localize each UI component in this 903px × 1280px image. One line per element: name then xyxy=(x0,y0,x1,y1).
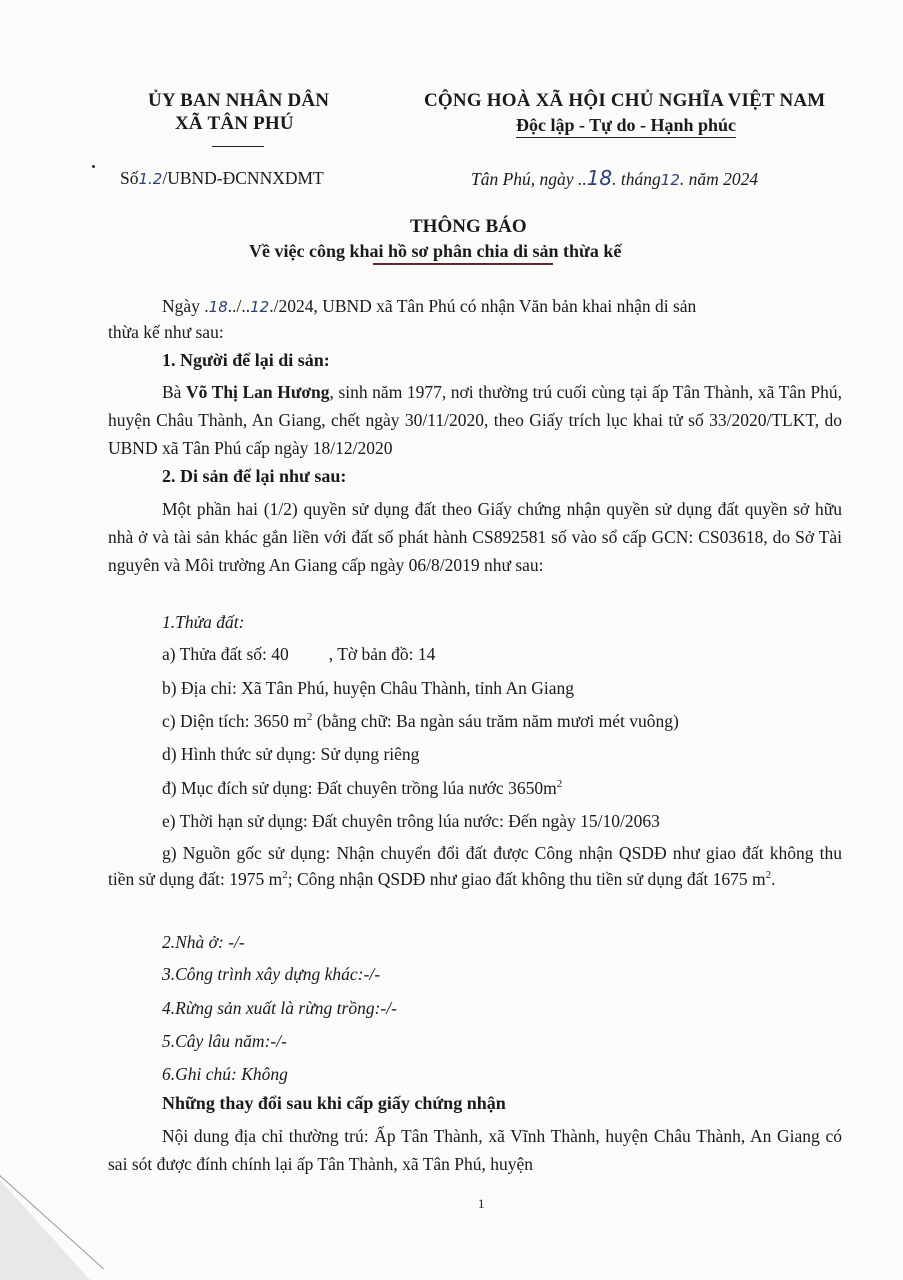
item-a-parcel-number xyxy=(162,640,435,668)
item-d-usage-form: d) Hình thức sử dụng: Sử dụng riêng xyxy=(162,744,420,764)
changes-body: Nội dung địa chỉ thường trú: Ấp Tân Thành, xã Vĩnh Thành, huyện Châu Thành, An Giang có sai sót được đính chính lại ấp Tân Thành, xã Tân Phú, huyện xyxy=(108,1126,842,1174)
doc-number-handwritten: 1.2 xyxy=(138,170,163,188)
section1-heading: 1. Người để lại di sản: xyxy=(162,350,330,370)
section1-body xyxy=(108,378,842,462)
place-and-date xyxy=(471,164,758,194)
scan-speck xyxy=(92,165,95,168)
date-day-handwritten: 18 xyxy=(586,166,613,190)
usage-purpose-text: đ) Mục đích sử dụng: Đất chuyên trồng lúa nước 3650m xyxy=(162,778,557,798)
nation-motto-line2: Độc lập - Tự do - Hạnh phúc xyxy=(516,115,736,138)
usage-origin-part1: g) Nguồn gốc sử dụng: Nhận chuyển đổi đất được Công nhận QSDĐ như giao đất không thu tiền sử dụng đất: 1975 m xyxy=(108,843,842,889)
area-in-words: (bằng chữ: Ba ngàn sáu trăm năm mươi mét vuông) xyxy=(312,711,679,731)
section2-body: Một phần hai (1/2) quyền sử dụng đất theo Giấy chứng nhận quyền sử dụng đất quyền sở hữu nhà ở và tài sản khác gắn liền với đất số phát hành CS892581 số vào sổ cấp GCN: CS03618, do Sở Tài nguyên và Môi trường An Giang cấp ngày 06/8/2019 như sau: xyxy=(108,499,842,575)
subject-underline xyxy=(373,263,553,265)
item-c-area xyxy=(162,707,679,735)
agency-name-line2: XÃ TÂN PHÚ xyxy=(175,113,294,134)
item-g-usage-origin xyxy=(108,840,842,892)
land-parcel-heading: 1.Thửa đất: xyxy=(162,612,245,632)
intro-suffix: ./2024, UBND xã Tân Phú có nhận Văn bản khai nhận di sản xyxy=(269,296,697,316)
folded-corner-shadow xyxy=(0,1180,90,1280)
item-b-address: b) Địa chỉ: Xã Tân Phú, huyện Châu Thành, tỉnh An Giang xyxy=(162,678,575,698)
agency-name-line1: ỦY BAN NHÂN DÂN xyxy=(148,90,330,111)
usage-origin-end: . xyxy=(771,869,776,889)
area-unit-superscript: 2 xyxy=(306,711,313,724)
document-subject xyxy=(249,241,621,262)
deceased-title: Bà xyxy=(162,382,187,402)
agency-underline xyxy=(212,146,264,147)
intro-day-handwritten: 18 xyxy=(208,298,228,316)
usage-purpose-superscript: 2 xyxy=(556,778,563,791)
house-item: 2.Nhà ở: -/- xyxy=(162,932,245,952)
place-date-prefix: Tân Phú, ngày .. xyxy=(471,169,587,189)
document-subject-text: Về việc công khai hồ sơ phân chia di sản thừa kế xyxy=(249,241,622,261)
item-e-usage-term: e) Thời hạn sử dụng: Đất chuyên trông lúa nước: Đến ngày 15/10/2063 xyxy=(162,811,660,831)
intro-separator: ../.. xyxy=(227,296,251,316)
perennial-trees-item: 5.Cây lâu năm:-/- xyxy=(162,1031,287,1051)
document-title: THÔNG BÁO xyxy=(410,216,527,237)
deceased-name: Võ Thị Lan Hương xyxy=(186,382,330,402)
intro-line2: thừa kế như sau: xyxy=(108,322,224,342)
changes-heading: Những thay đổi sau khi cấp giấy chứng nhận xyxy=(162,1093,506,1113)
parcel-number: a) Thửa đất số: 40 xyxy=(162,644,289,664)
usage-origin-part2: ; Công nhận QSDĐ như giao đất không thu tiền sử dụng đất 1675 m xyxy=(287,869,766,889)
intro-month-handwritten: 12 xyxy=(250,298,270,316)
item-dd-usage-purpose xyxy=(162,774,562,802)
usage-origin-superscript2: 2 xyxy=(765,869,772,882)
doc-number-suffix: /UBND-ĐCNNXDMT xyxy=(162,168,324,188)
date-month-handwritten: 12 xyxy=(660,171,680,189)
deceased-details: , sinh năm 1977, nơi thường trú cuối cùng tại ấp Tân Thành, xã Tân Phú, huyện Châu Thành, An Giang, chết ngày 30/11/2020, theo Giấy trích lục khai tử số 33/2020/TLKT, do UBND xã Tân Phú cấp ngày 18/12/2020 xyxy=(108,382,842,458)
intro-line1 xyxy=(162,292,696,321)
area-value: c) Diện tích: 3650 m xyxy=(162,711,307,731)
section2-heading: 2. Di sản để lại như sau: xyxy=(162,466,347,486)
production-forest-item: 4.Rừng sản xuất là rừng trồng:-/- xyxy=(162,998,397,1018)
usage-origin-superscript1: 2 xyxy=(282,869,288,882)
doc-number-prefix: Số xyxy=(120,168,139,188)
note-item: 6.Ghi chú: Không xyxy=(162,1064,288,1084)
other-construction-item: 3.Công trình xây dựng khác:-/- xyxy=(162,964,381,984)
date-year-label: . năm 2024 xyxy=(679,169,759,189)
page-number: 1 xyxy=(478,1196,485,1211)
document-number xyxy=(120,164,324,193)
nation-motto-line1: CỘNG HOÀ XÃ HỘI CHỦ NGHĨA VIỆT NAM xyxy=(424,90,826,111)
date-month-label: . tháng xyxy=(612,169,661,189)
intro-prefix: Ngày . xyxy=(162,296,209,316)
map-sheet-number: , Tờ bản đồ: 14 xyxy=(328,644,436,664)
